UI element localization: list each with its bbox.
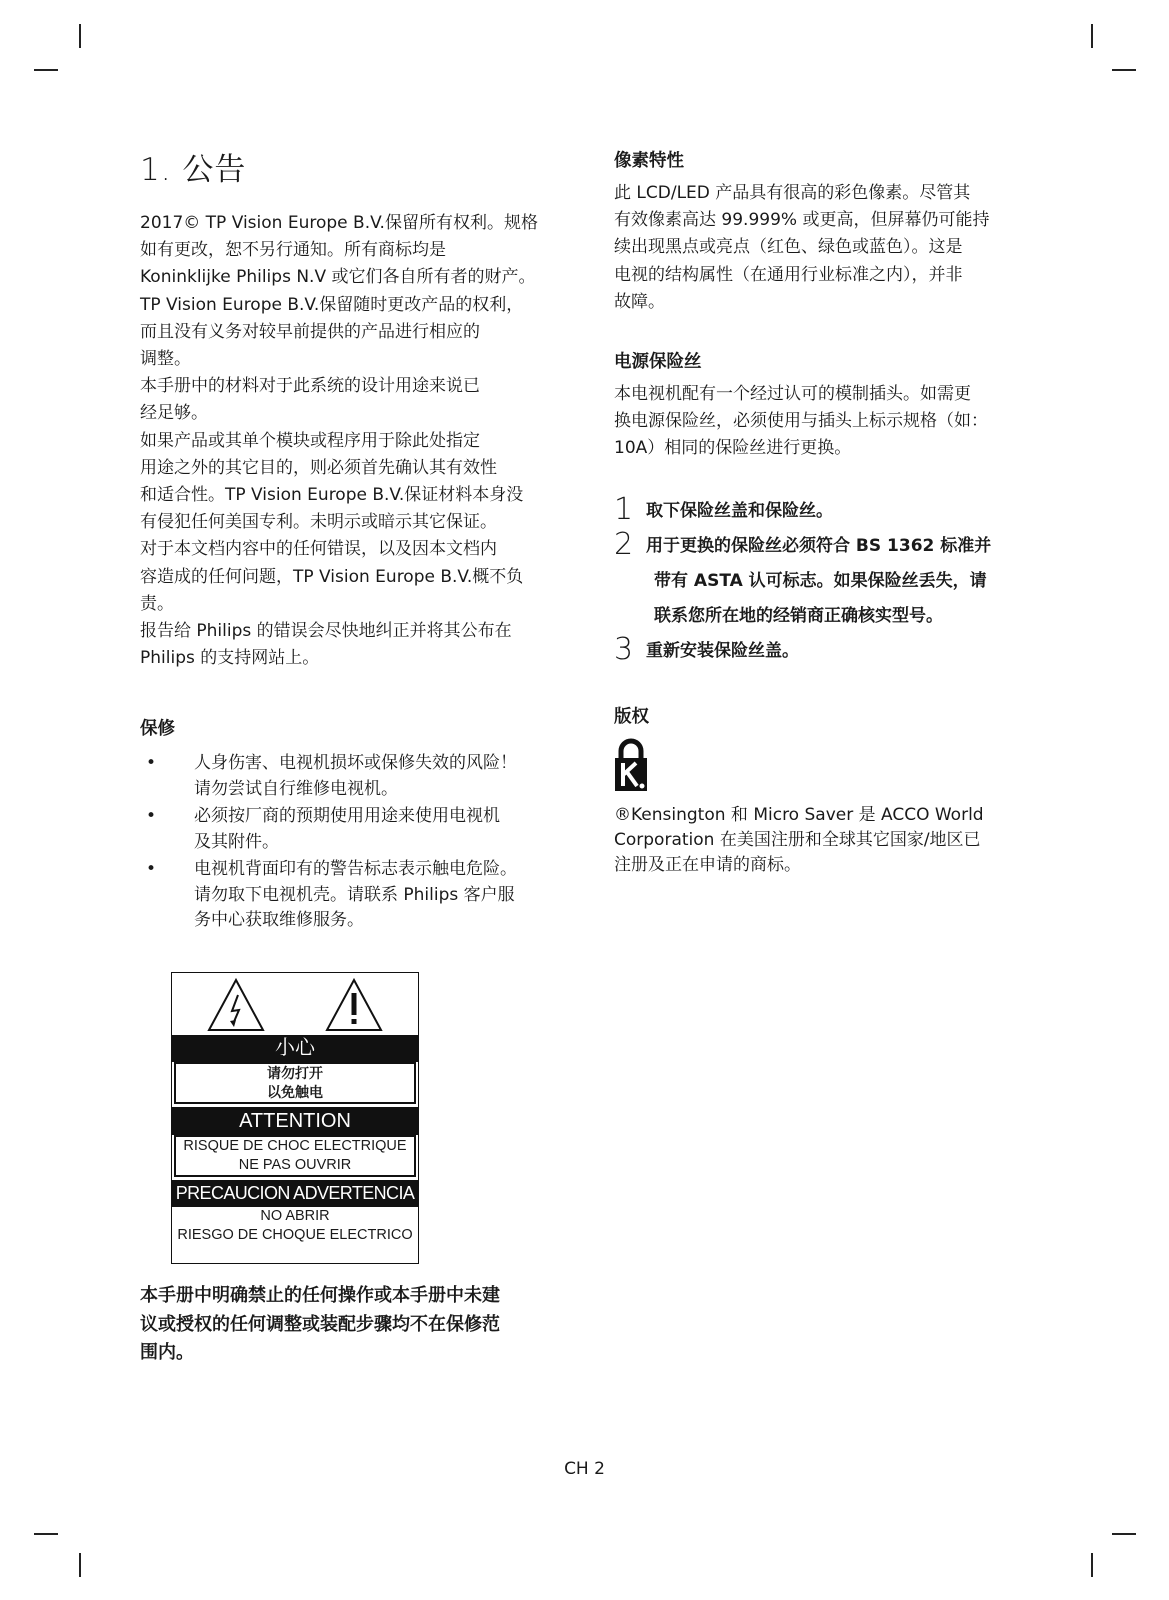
list-item	[140, 751, 580, 802]
kensington-paragraph	[614, 803, 1054, 878]
kensington-logo-icon	[614, 738, 648, 792]
bullet-line: 人身伤害、电视机损坏或保修失效的风险！	[194, 753, 517, 773]
intro-line: 责。	[140, 593, 174, 614]
intro-line: 容造成的任何问题，TP Vision Europe B.V.概不负	[140, 566, 524, 587]
warning-title-zh: 小心	[172, 1035, 418, 1062]
page-number: CH 2	[564, 1459, 605, 1479]
note-line: 围内。	[140, 1342, 194, 1363]
pixel-line: 有效像素高达 99.999% 或更高，但屏幕仍可能持	[614, 210, 990, 231]
crop-mark	[34, 1533, 58, 1535]
intro-line: TP Vision Europe B.V.保留随时更改产品的权利，	[140, 294, 524, 315]
intro-line: 有侵犯任何美国专利。未明示或暗示其它保证。	[140, 512, 497, 533]
pixel-line: 续出现黑点或亮点（红色、绿色或蓝色）。这是	[614, 237, 963, 258]
fuse-line: 本电视机配有一个经过认可的模制插头。如需更	[614, 384, 971, 404]
intro-line: 和适合性。TP Vision Europe B.V.保证材料本身没	[140, 485, 524, 506]
step-number: 2	[614, 527, 634, 562]
intro-line: 而且没有义务对较早前提供的产品进行相应的	[140, 321, 480, 342]
intro-line: 用途之外的其它目的，则必须首先确认其有效性	[140, 457, 497, 478]
exclamation-warning-icon	[324, 977, 384, 1033]
step-line: 用于更换的保险丝必须符合 BS 1362 标准并	[646, 536, 992, 556]
page-title: 1. 公告	[140, 152, 247, 188]
crop-mark	[1091, 24, 1093, 48]
warning-text-fr	[174, 1135, 416, 1177]
crop-mark	[1091, 1553, 1093, 1577]
warranty-exclusion-note	[140, 1282, 580, 1368]
step-number: 1	[614, 492, 634, 527]
bullet-line: 及其附件。	[194, 831, 279, 852]
crop-mark	[79, 24, 81, 48]
fuse-heading: 电源保险丝	[614, 352, 702, 372]
fuse-paragraph	[614, 381, 1044, 463]
bullet-line: 请勿尝试自行维修电视机。	[194, 778, 398, 799]
fuse-steps	[614, 494, 1044, 669]
warning-text-zh	[174, 1062, 416, 1104]
crop-mark	[1112, 1533, 1136, 1535]
crop-mark	[79, 1553, 81, 1577]
step-item	[614, 634, 1044, 669]
intro-line: 如有更改，恕不另行通知。所有商标均是	[140, 240, 446, 261]
pixel-line: 此 LCD/LED 产品具有很高的彩色像素。尽管其	[614, 183, 971, 203]
list-item	[140, 804, 580, 855]
bullet-icon: •	[146, 859, 157, 879]
crop-mark	[34, 69, 58, 71]
intro-line: 调整。	[140, 349, 191, 370]
step-number: 3	[614, 632, 634, 667]
warning-line: 请勿打开	[267, 1065, 323, 1081]
step-item	[614, 529, 1044, 634]
intro-line: Philips 的支持网站上。	[140, 648, 320, 669]
intro-line: 报告给 Philips 的错误会尽快地纠正并将其公布在	[140, 621, 512, 642]
copyright-heading: 版权	[614, 707, 649, 727]
warning-line: NO ABRIR	[260, 1208, 330, 1224]
fuse-line: 10A）相同的保险丝进行更换。	[614, 438, 852, 459]
intro-paragraph	[140, 210, 570, 672]
warning-text-es	[174, 1207, 416, 1245]
bullet-icon: •	[146, 806, 157, 826]
bullet-icon: •	[146, 753, 157, 773]
intro-line: Koninklijke Philips N.V 或它们各自所有者的财产。	[140, 267, 536, 288]
bullet-line: 必须按厂商的预期使用用途来使用电视机	[194, 806, 500, 826]
fuse-line: 换电源保险丝，必须使用与插头上标示规格（如：	[614, 411, 988, 432]
pixel-paragraph	[614, 180, 1044, 316]
warning-line: RIESGO DE CHOQUE ELECTRICO	[177, 1227, 413, 1243]
step-line: 取下保险丝盖和保险丝。	[646, 501, 833, 521]
warning-line: NE PAS OUVRIR	[238, 1157, 352, 1173]
kensington-line: 注册及正在申请的商标。	[614, 855, 801, 875]
note-line: 本手册中明确禁止的任何操作或本手册中未建	[140, 1285, 500, 1306]
intro-line: 本手册中的材料对于此系统的设计用途来说已	[140, 376, 480, 397]
pixel-line: 故障。	[614, 291, 665, 312]
step-line: 带有 ASTA 认可标志。如果保险丝丢失，请	[654, 571, 987, 591]
bullet-line: 电视机背面印有的警告标志表示触电危险。	[194, 859, 517, 879]
pixel-line: 电视的结构属性（在通用行业标准之内），并非	[614, 264, 963, 285]
bullet-line: 请勿取下电视机壳。请联系 Philips 客户服	[194, 884, 515, 905]
warning-line: 以免触电	[267, 1084, 323, 1100]
intro-line: 经足够。	[140, 403, 208, 424]
list-item	[140, 857, 580, 934]
warning-line: RISQUE DE CHOC ELECTRIQUE	[183, 1138, 407, 1154]
pixel-heading: 像素特性	[614, 151, 684, 171]
warning-title-es: PRECAUCION ADVERTENCIA	[172, 1180, 418, 1207]
intro-line: 对于本文档内容中的任何错误，以及因本文档内	[140, 539, 497, 560]
note-line: 议或授权的任何调整或装配步骤均不在保修范	[140, 1313, 500, 1335]
kensington-line: Corporation 在美国注册和全球其它国家/地区已	[614, 830, 981, 850]
crop-mark	[1112, 69, 1136, 71]
warranty-list	[140, 751, 580, 936]
intro-line: 如果产品或其单个模块或程序用于除此处指定	[140, 430, 480, 451]
intro-line: 2017© TP Vision Europe B.V.保留所有权利。规格	[140, 213, 538, 233]
step-line: 联系您所在地的经销商正确核实型号。	[654, 606, 943, 626]
kensington-line: ®Kensington 和 Micro Saver 是 ACCO World	[614, 805, 984, 825]
step-line: 重新安装保险丝盖。	[646, 641, 799, 661]
warning-title-fr: ATTENTION	[172, 1107, 418, 1135]
warranty-heading: 保修	[140, 719, 175, 739]
shock-warning-label	[171, 972, 419, 1264]
step-item	[614, 494, 1044, 529]
electric-shock-warning-icon	[206, 977, 266, 1033]
bullet-line: 务中心获取维修服务。	[194, 910, 364, 930]
